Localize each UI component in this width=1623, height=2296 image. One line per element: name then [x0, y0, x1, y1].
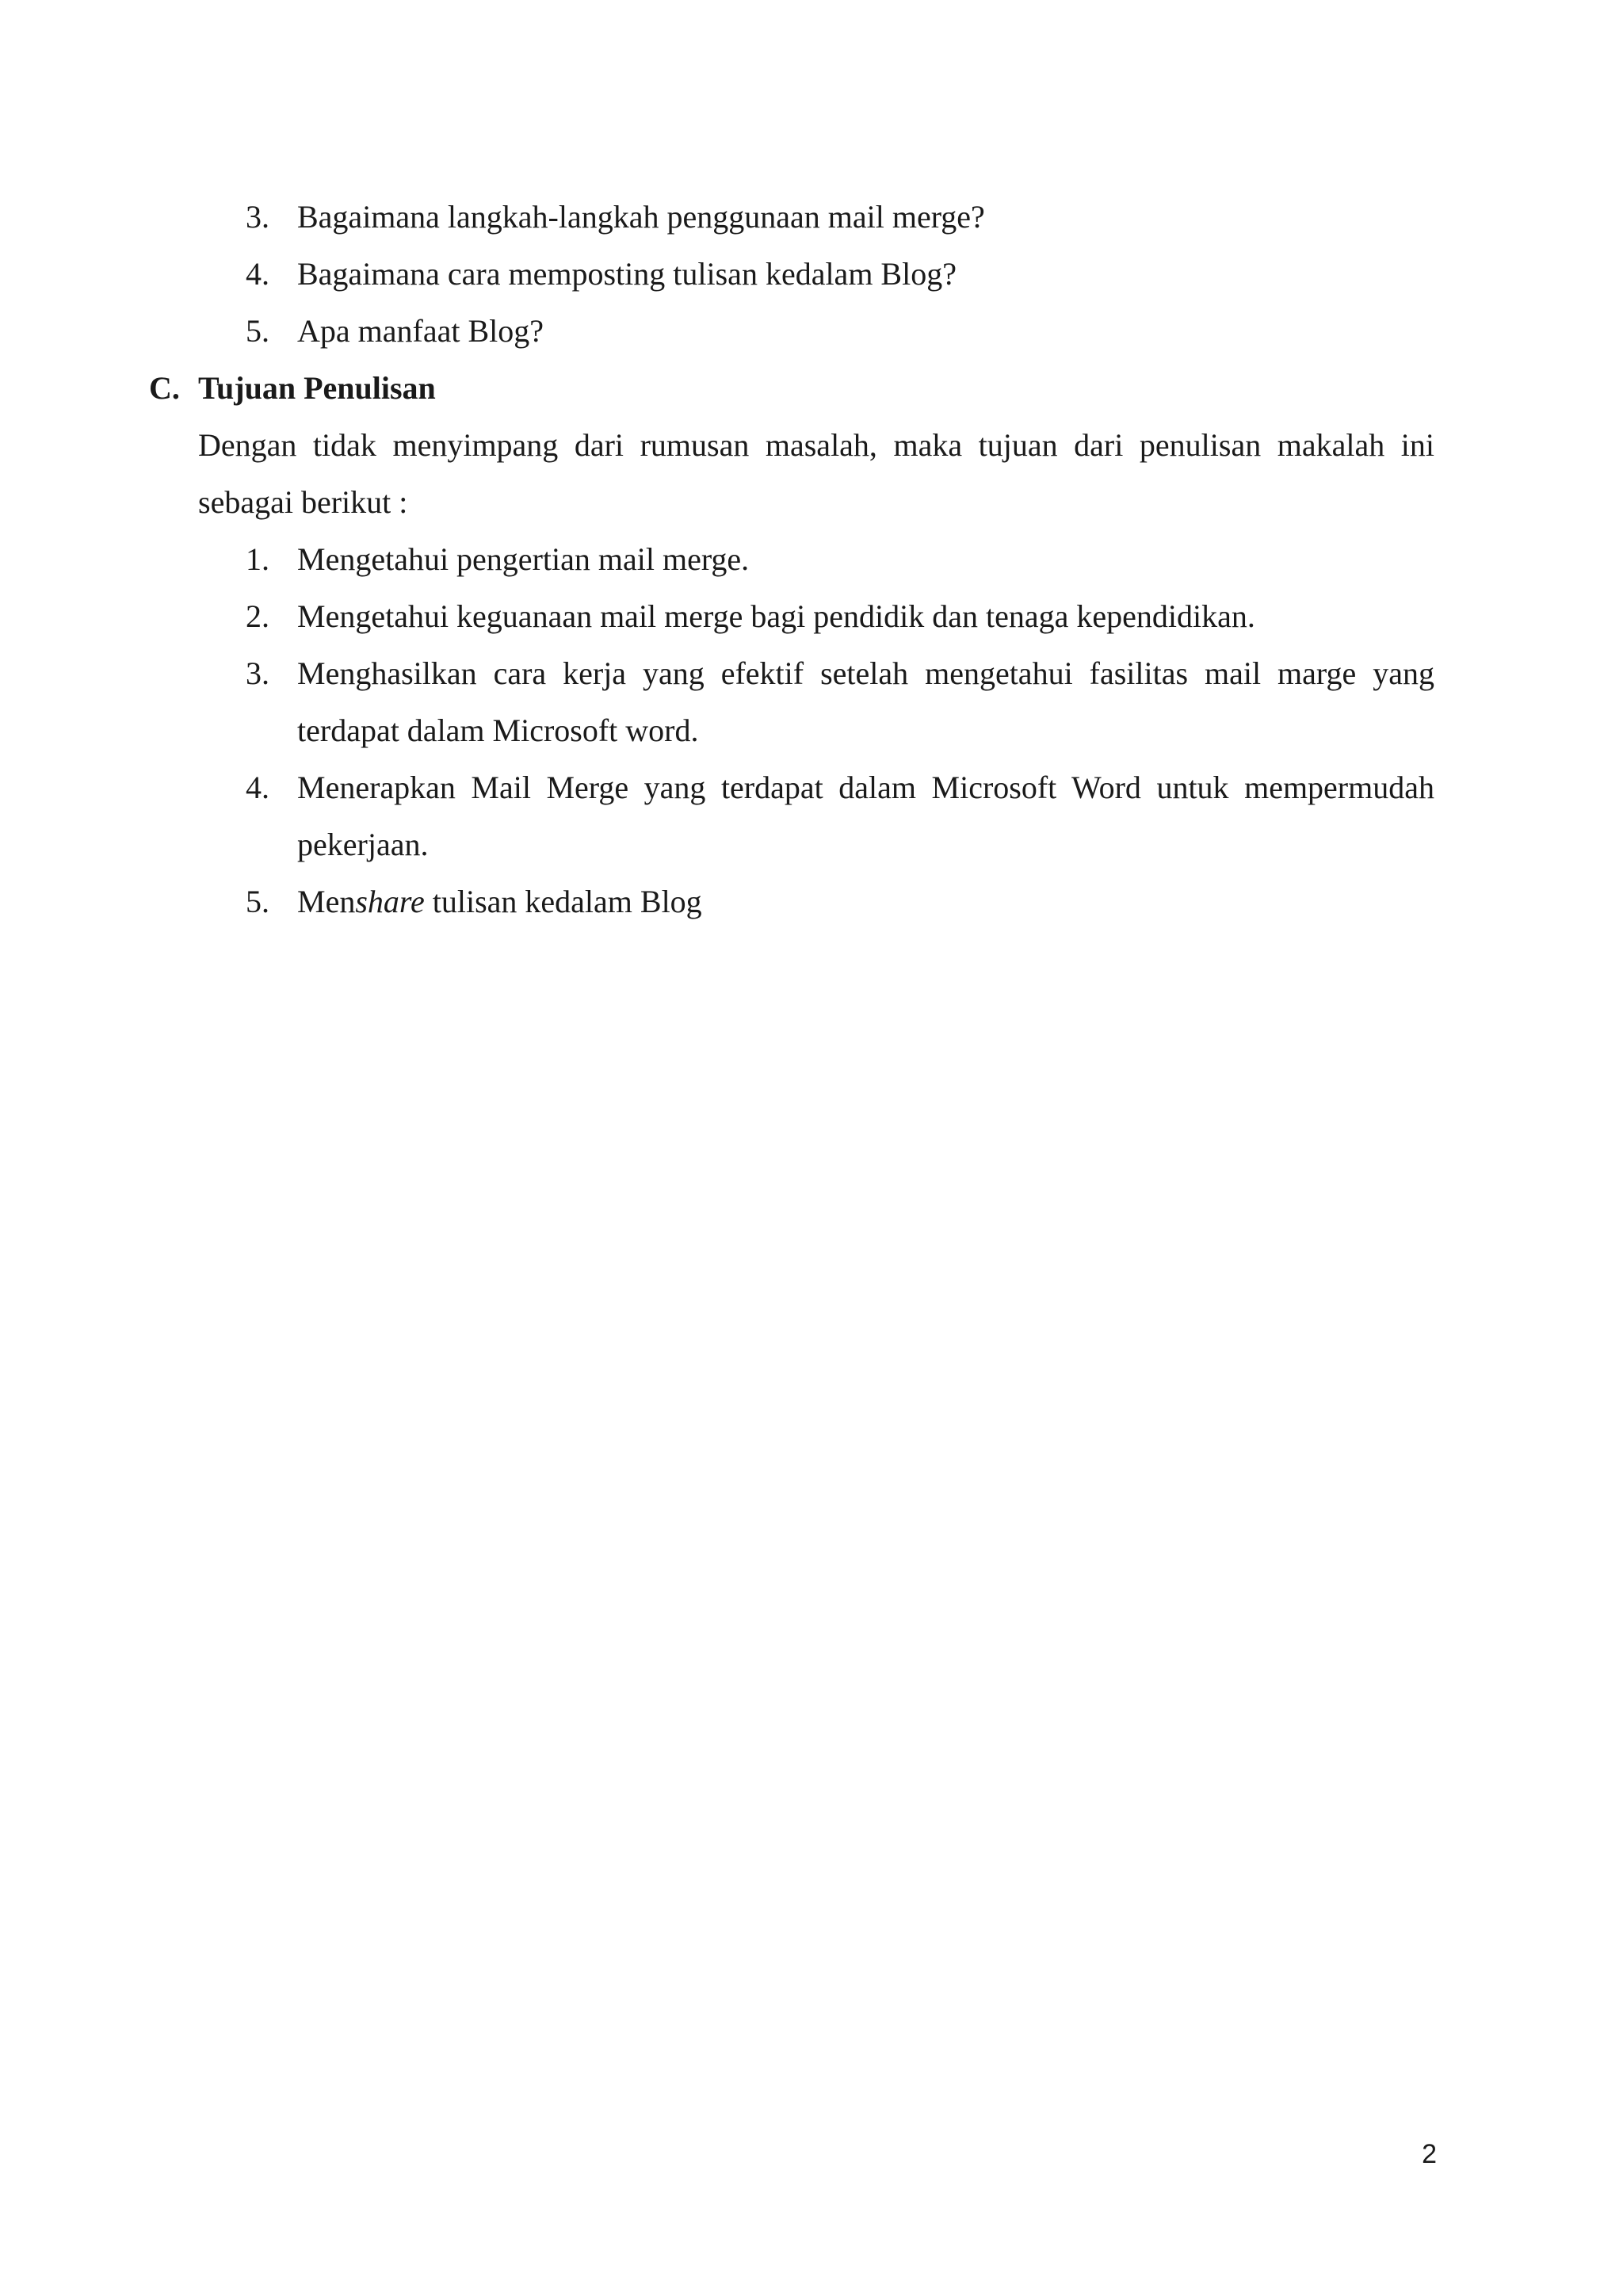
- objective-text: Mengetahui pengertian mail merge.: [297, 541, 750, 577]
- question-text: Apa manfaat Blog?: [297, 313, 544, 349]
- question-number: 5.: [246, 313, 269, 349]
- objective-number: 4.: [246, 770, 269, 805]
- intro-paragraph-line: sebagai berikut :: [198, 484, 408, 520]
- question-number: 4.: [246, 256, 269, 292]
- objective-text: Menghasilkan cara kerja yang efektif setelah mengetahui fasilitas mail marge yang: [297, 655, 1434, 691]
- objective-text-prefix: Men: [297, 884, 356, 919]
- objective-text-italic: share: [355, 884, 425, 919]
- objective-text-continued: terdapat dalam Microsoft word.: [297, 712, 699, 748]
- objective-number: 5.: [246, 884, 269, 919]
- intro-paragraph-line: Dengan tidak menyimpang dari rumusan masalah, maka tujuan dari penulisan makalah ini: [198, 427, 1434, 463]
- question-text: Bagaimana cara memposting tulisan kedalam Blog?: [297, 256, 957, 292]
- objective-text: [297, 883, 702, 921]
- section-letter: C.: [149, 370, 180, 406]
- page-number: 2: [1422, 2139, 1437, 2169]
- objective-number: 1.: [246, 541, 269, 577]
- objective-text-continued: pekerjaan.: [297, 827, 429, 862]
- section-title: Tujuan Penulisan: [198, 370, 436, 406]
- objective-text-suffix: tulisan kedalam Blog: [424, 884, 702, 919]
- objective-number: 3.: [246, 655, 269, 691]
- question-number: 3.: [246, 199, 269, 235]
- objective-number: 2.: [246, 598, 269, 634]
- objective-text: Mengetahui keguanaan mail merge bagi pendidik dan tenaga kependidikan.: [297, 598, 1255, 634]
- question-text: Bagaimana langkah-langkah penggunaan mail merge?: [297, 199, 985, 235]
- objective-text: Menerapkan Mail Merge yang terdapat dalam Microsoft Word untuk mempermudah: [297, 770, 1434, 805]
